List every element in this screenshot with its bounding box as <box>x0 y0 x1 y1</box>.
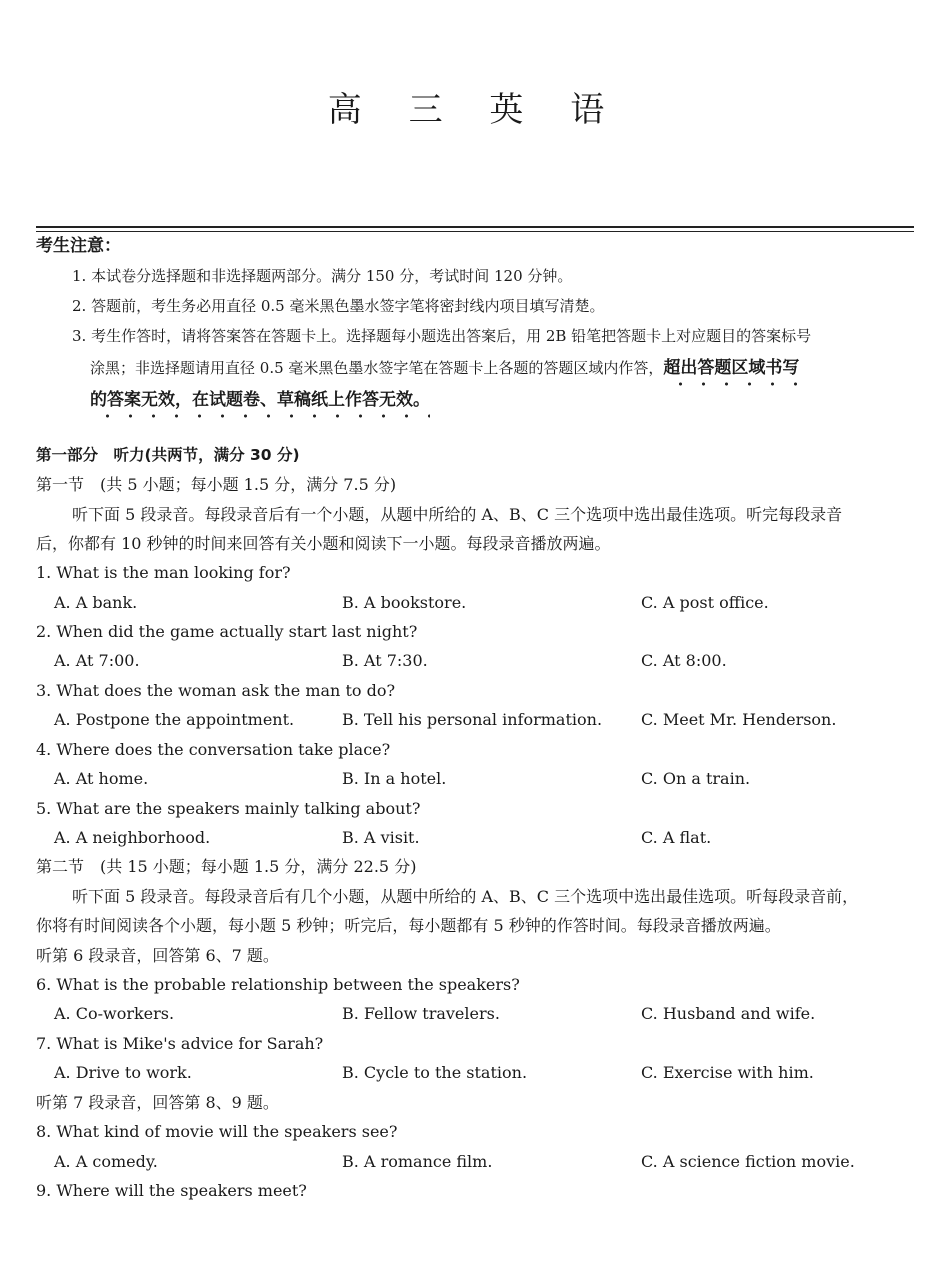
question-6-option-a: A. Co-workers. <box>54 1004 175 1023</box>
notice-item-3-line-2 <box>90 358 799 378</box>
notice-item-3-line-3 <box>90 390 430 410</box>
question-3-option-a: A. Postpone the appointment. <box>54 710 295 729</box>
question-9-stem: 9. Where will the speakers meet? <box>36 1181 307 1200</box>
question-2-stem: 2. When did the game actually start last night? <box>36 622 418 641</box>
part1-heading: 第一部分 听力(共两节，满分 30 分) <box>36 446 300 464</box>
question-8-option-a: A. A comedy. <box>54 1152 158 1171</box>
section1-instruction-2: 后，你都有 10 秒钟的时间来回答有关小题和阅读下一小题。每段录音播放两遍。 <box>36 534 611 553</box>
notice-item-3-plain: 涂黑；非选择题请用直径 0.5 毫米黑色墨水签字笔在答题卡上各题的答题区域内作答， <box>90 359 664 377</box>
question-5-option-a: A. A neighborhood. <box>54 828 211 847</box>
question-5-stem: 5. What are the speakers mainly talking about? <box>36 799 421 818</box>
question-7-option-a: A. Drive to work. <box>54 1063 192 1082</box>
header-rule-thick <box>36 226 914 228</box>
question-2-option-a: A. At 7:00. <box>54 651 140 670</box>
question-4-stem: 4. Where does the conversation take place? <box>36 740 391 759</box>
question-6-option-b: B. Fellow travelers. <box>342 1004 500 1023</box>
question-3-option-c: C. Meet Mr. Henderson. <box>641 710 837 729</box>
question-1-option-b: B. A bookstore. <box>342 593 467 612</box>
question-2-option-b: B. At 7:30. <box>342 651 428 670</box>
question-8-option-b: B. A romance film. <box>342 1152 493 1171</box>
segment-6-instruction: 听第 6 段录音，回答第 6、7 题。 <box>36 946 279 965</box>
section1-instruction-1: 听下面 5 段录音。每段录音后有一个小题，从题中所给的 A、B、C 三个选项中选出最佳选项。听完每段录音 <box>72 505 843 524</box>
question-5-option-b: B. A visit. <box>342 828 420 847</box>
page-title: 高 三 英 语 <box>327 90 623 130</box>
question-2-option-c: C. At 8:00. <box>641 651 727 670</box>
question-3-stem: 3. What does the woman ask the man to do? <box>36 681 396 700</box>
question-1-option-c: C. A post office. <box>641 593 769 612</box>
question-8-stem: 8. What kind of movie will the speakers see? <box>36 1122 398 1141</box>
question-1-option-a: A. A bank. <box>54 593 138 612</box>
question-4-option-a: A. At home. <box>54 769 149 788</box>
question-7-stem: 7. What is Mike's advice for Sarah? <box>36 1034 324 1053</box>
segment-7-instruction: 听第 7 段录音，回答第 8、9 题。 <box>36 1093 279 1112</box>
question-7-option-b: B. Cycle to the station. <box>342 1063 528 1082</box>
notice-item-3-emphasis: 超出答题区域书写 <box>663 358 799 387</box>
question-7-option-c: C. Exercise with him. <box>641 1063 814 1082</box>
notice-item-2: 2. 答题前，考生务必用直径 0.5 毫米黑色墨水签字笔将密封线内项目填写清楚。 <box>72 297 605 315</box>
header-rule-thin <box>36 231 914 232</box>
question-4-option-b: B. In a hotel. <box>342 769 447 788</box>
notice-item-1: 1. 本试卷分选择题和非选择题两部分。满分 150 分，考试时间 120 分钟。 <box>72 267 573 285</box>
notice-item-3-emphasis-2: 的答案无效，在试题卷、草稿纸上作答无效。 <box>90 390 430 419</box>
question-3-option-b: B. Tell his personal information. <box>342 710 603 729</box>
question-4-option-c: C. On a train. <box>641 769 751 788</box>
section2-heading: 第二节 (共 15 小题；每小题 1.5 分，满分 22.5 分) <box>36 857 417 876</box>
section1-heading: 第一节 (共 5 小题；每小题 1.5 分，满分 7.5 分) <box>36 475 397 494</box>
notice-item-3-line-1: 3. 考生作答时，请将答案答在答题卡上。选择题每小题选出答案后，用 2B 铅笔把答题卡上对应题目的答案标号 <box>72 327 812 345</box>
notice-heading: 考生注意： <box>36 236 121 256</box>
question-6-stem: 6. What is the probable relationship between the speakers? <box>36 975 520 994</box>
question-1-stem: 1. What is the man looking for? <box>36 563 291 582</box>
question-6-option-c: C. Husband and wife. <box>641 1004 816 1023</box>
section2-instruction-2: 你将有时间阅读各个小题，每小题 5 秒钟；听完后，每小题都有 5 秒钟的作答时间。每段录音播放两遍。 <box>36 916 781 935</box>
section2-instruction-1: 听下面 5 段录音。每段录音后有几个小题，从题中所给的 A、B、C 三个选项中选出最佳选项。听每段录音前， <box>72 887 859 906</box>
question-8-option-c: C. A science fiction movie. <box>641 1152 855 1171</box>
question-5-option-c: C. A flat. <box>641 828 712 847</box>
